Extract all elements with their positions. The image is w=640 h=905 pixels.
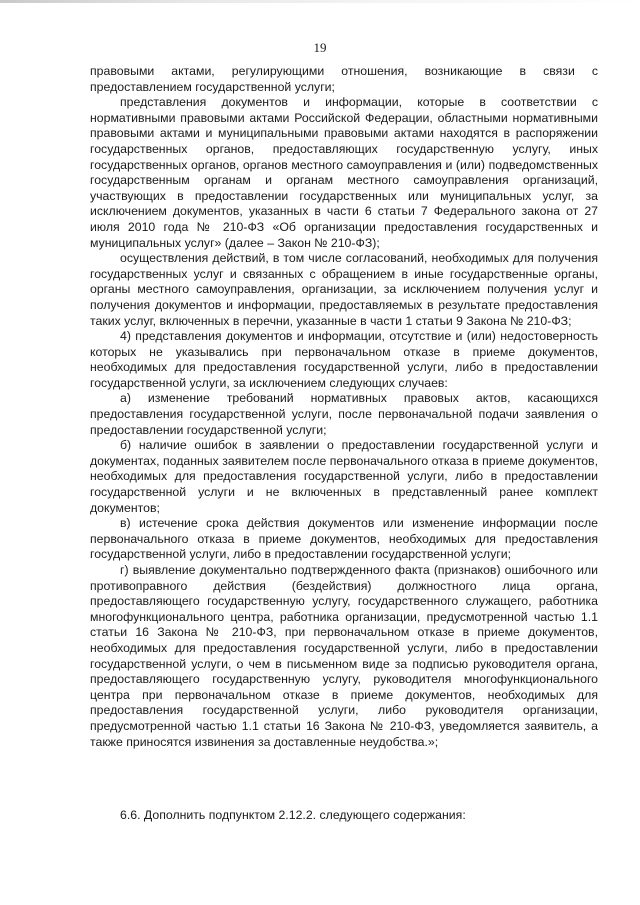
closing-line: 6.6. Дополнить подпунктом 2.12.2. следующего содержания: bbox=[120, 808, 466, 822]
scan-edge-artifact bbox=[0, 0, 640, 3]
document-body bbox=[90, 64, 598, 750]
page-number: 19 bbox=[313, 40, 327, 55]
paragraph-continuation: правовыми актами, регулирующими отношения, возникающие в связи с предоставлением государственной услуги; bbox=[90, 64, 598, 94]
paragraph-subitem-b: б) наличие ошибок в заявлении о предоставлении государственной услуги и документах, поданных заявителем после первоначального отказа в приеме документов, необходимых для предоставления государственной услуги, либо в предоставлении государственной услуги и не включенных в представленный ранее комплект документов; bbox=[90, 438, 598, 515]
paragraph-actions-approvals: осуществления действий, в том числе согласований, необходимых для получения государственных услуг и связанных с обращением в иные государственные органы, органы местного самоуправления, организации, за исключением получения услуг и получения документов и информации, предоставляемых в результате предоставления таких услуг, включенных в перечни, указанные в части 1 статьи 9 Закона № 210-ФЗ; bbox=[90, 251, 598, 328]
paragraph-subitem-a: а) изменение требований нормативных правовых актов, касающихся предоставления государственной услуги, после первоначальной подачи заявления о предоставлении государственной услуги; bbox=[90, 391, 598, 437]
paragraph-subitem-g: г) выявление документально подтвержденного факта (признаков) ошибочного или противоправного действия (бездействия) должностного лица органа, предоставляющего государственную услугу, государственного служащего, работника многофункционального центра, работника организации, предусмотренной частью 1.1 статьи 16 Закона № 210-ФЗ, при первоначальном отказе в приеме документов, необходимых для предоставления государственной услуги, либо в предоставлении государственной услуги, о чем в письменном виде за подписью руководителя органа, предоставляющего государственную услугу, руководителя многофункционального центра при первоначальном отказе в приеме документов, необходимых для предоставления государственной услуги, либо руководителя организации, предусмотренной частью 1.1 статьи 16 Закона № 210-ФЗ, уведомляется заявитель, а также приносятся извинения за доставленные неудобства.»; bbox=[90, 563, 598, 749]
paragraph-subitem-v: в) истечение срока действия документов или изменение информации после первоначального отказа в приеме документов, необходимых для предоставления государственной услуги, либо в предоставлении государственной услуги; bbox=[90, 516, 598, 562]
paragraph-documents-information: представления документов и информации, которые в соответствии с нормативными правовыми актами Российской Федерации, областными нормативными правовыми актами и муниципальными правовыми актами находятся в распоряжении государственных органов, предоставляющих государственную услугу, иных государственных органов, органов местного самоуправления и (или) подведомственных государственным органам и органам местного самоуправления организаций, участвующих в предоставлении государственных или муниципальных услуг, за исключением документов, указанных в части 6 статьи 7 Федерального закона от 27 июля 2010 года № 210-ФЗ «Об организации предоставления государственных и муниципальных услуг» (далее – Закон № 210-ФЗ); bbox=[90, 95, 598, 250]
paragraph-item-4: 4) представления документов и информации, отсутствие и (или) недостоверность которых не указывались при первоначальном отказе в приеме документов, необходимых для предоставления государственной услуги, либо в предоставлении государственной услуги, за исключением следующих случаев: bbox=[90, 329, 598, 390]
